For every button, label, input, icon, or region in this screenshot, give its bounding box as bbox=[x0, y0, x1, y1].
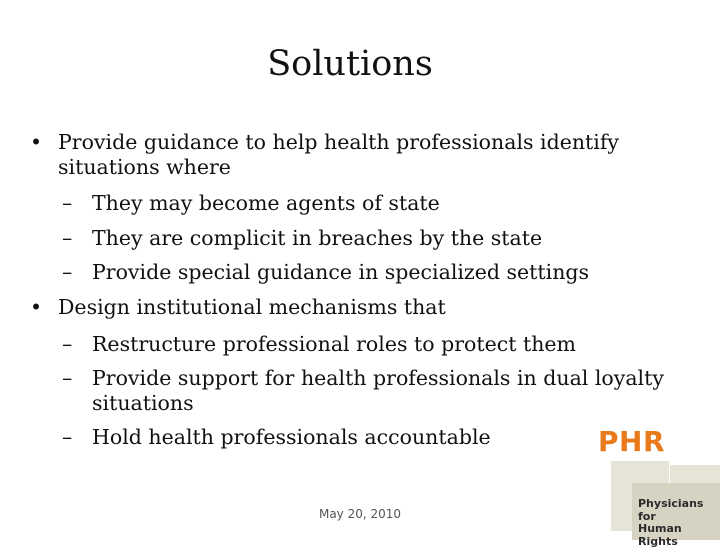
bullet-text: Provide guidance to help health professionals identify situations where bbox=[58, 130, 620, 179]
sub-bullet-text: Hold health professionals accountable bbox=[92, 425, 491, 450]
logo-abbreviation: PHR bbox=[598, 425, 666, 458]
dash-marker: – bbox=[62, 191, 73, 216]
sub-bullet-item bbox=[62, 260, 670, 285]
bullet-item bbox=[30, 130, 670, 179]
sub-bullet-item bbox=[62, 332, 670, 357]
dash-marker: – bbox=[62, 260, 73, 285]
bullet-list bbox=[30, 130, 670, 460]
bullet-marker: • bbox=[30, 130, 43, 154]
dash-marker: – bbox=[62, 366, 73, 391]
slide-title: Solutions bbox=[267, 44, 433, 84]
dash-marker: – bbox=[62, 425, 73, 450]
sub-bullet-text: They are complicit in breaches by the state bbox=[92, 225, 543, 250]
footer-date: May 20, 2010 bbox=[318, 507, 402, 521]
sub-bullet-text: Provide special guidance in specialized settings bbox=[92, 260, 590, 285]
dash-marker: – bbox=[62, 225, 73, 250]
bullet-text: Design institutional mechanisms that bbox=[58, 294, 446, 319]
sub-bullet-text: They may become agents of state bbox=[92, 191, 440, 216]
phr-logo bbox=[596, 423, 720, 548]
logo-organization-name bbox=[638, 498, 718, 549]
sub-bullet-text: Restructure professional roles to protect them bbox=[92, 331, 576, 356]
logo-name-line: Physicians for bbox=[638, 497, 704, 523]
dash-marker: – bbox=[62, 331, 73, 356]
bullet-item bbox=[30, 295, 670, 320]
bullet-marker: • bbox=[30, 294, 43, 319]
sub-bullet-item bbox=[62, 191, 670, 216]
sub-bullet-text: Provide support for health professionals in dual loyalty situations bbox=[92, 366, 664, 415]
sub-bullet-item bbox=[62, 226, 670, 251]
logo-name-line: Human Rights bbox=[638, 522, 682, 548]
sub-bullet-item bbox=[62, 366, 670, 415]
sub-bullet-item bbox=[62, 425, 670, 450]
